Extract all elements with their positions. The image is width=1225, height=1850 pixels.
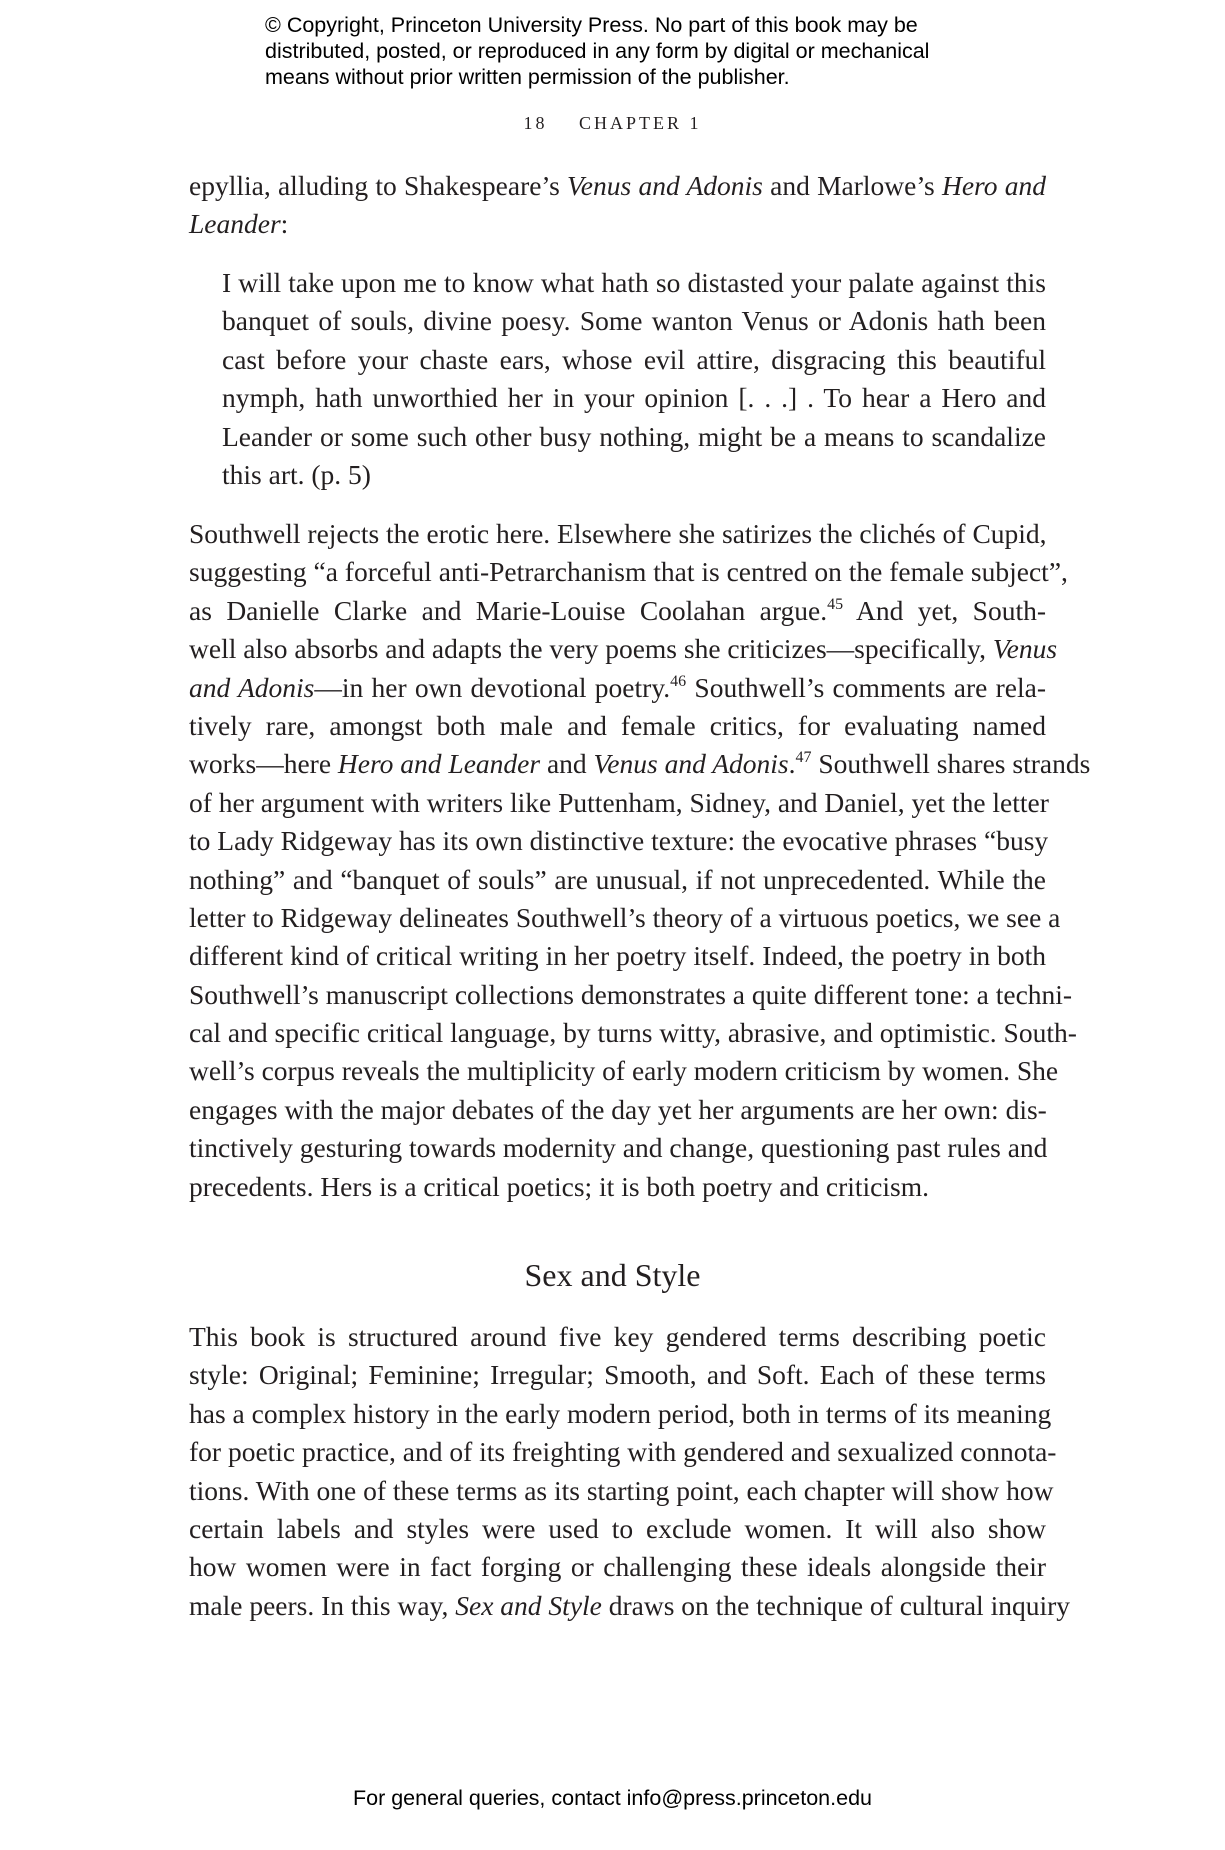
text-line: well also absorbs and adapts the very poems she criticizes—specifically, Venus [189,633,1058,665]
text-line: style: Original; Feminine; Irregular; Smooth, and Soft. Each of these terms [189,1359,1046,1391]
text-line: certain labels and styles were used to exclude women. It will also show [189,1512,1046,1544]
text-line: engages with the major debates of the day yet her arguments are her own: dis- [189,1093,1047,1125]
page-number: 18 [523,113,548,133]
quote-line: Leander or some such other busy nothing, might be a means to scandalize [222,420,1046,452]
footer-contact: For general queries, contact info@press.princeton.edu [352,1786,872,1810]
text-line: precedents. Hers is a critical poetics; it is both poetry and criticism. [189,1170,929,1202]
text-line: This book is structured around five key gendered terms describing poetic [189,1321,1046,1352]
text-line: letter to Ridgeway delineates Southwell’s theory of a virtuous poetics, we see a [189,901,1061,933]
section-heading: Sex and Style [524,1257,701,1293]
text-line: well’s corpus reveals the multiplicity of early modern criticism by women. She [189,1055,1059,1087]
copyright-line: © Copyright, Princeton University Press. No part of this book may be [265,13,918,37]
text-line: and Adonis—in her own devotional poetry.$^{46}$ Southwell’s comments are rela- [189,671,1046,703]
paragraph-intro [189,167,1046,244]
text-line: for poetic practice, and of its freighting with gendered and sexualized connota- [189,1436,1057,1468]
text-line: how women were in fact forging or challenging these ideals alongside their [189,1551,1046,1583]
text-line: male peers. In this way, Sex and Style draws on the technique of cultural inquiry [189,1589,1071,1621]
paragraph-sex-and-style [189,1318,1071,1625]
text-line: works—here Hero and Leander and Venus and Adonis.$^{47}$ Southwell shares strands [189,748,1091,780]
text-line: nothing” and “banquet of souls” are unusual, if not unprecedented. While the [189,863,1046,895]
text-line: tions. With one of these terms as its starting point, each chapter will show how [189,1474,1054,1506]
copyright-line: distributed, posted, or reproduced in any form by digital or mechanical [265,39,930,63]
chapter-label: CHAPTER 1 [578,113,702,133]
text-line: Southwell’s manuscript collections demonstrates a quite different tone: a techni- [189,978,1073,1010]
footnote-marker: 46 [670,672,687,690]
text-line: suggesting “a forceful anti-Petrarchanism that is centred on the female subject”, [189,556,1068,588]
text-line: Leander: [189,208,289,240]
quote-line: this art. (p. 5) [222,458,371,490]
text-line: to Lady Ridgeway has its own distinctive texture: the evocative phrases “busy [189,825,1049,857]
quote-line: I will take upon me to know what hath so distasted your palate against this [222,267,1046,298]
block-quote [222,264,1046,494]
text-line: Southwell rejects the erotic here. Elsewhere she satirizes the clichés of Cupid, [189,518,1047,549]
text-line: of her argument with writers like Puttenham, Sidney, and Daniel, yet the letter [189,786,1049,818]
text-line: cal and specific critical language, by turns witty, abrasive, and optimistic. South- [189,1017,1077,1049]
quote-line: cast before your chaste ears, whose evil attire, disgracing this beautiful [222,343,1046,375]
text-line: tively rare, amongst both male and female critics, for evaluating named [189,709,1046,741]
text-line: as Danielle Clarke and Marie-Louise Coolahan argue.$^{45}$ And yet, South- [189,594,1047,626]
quote-line: nymph, hath unworthied her in your opinion [. . .] . To hear a Hero and [222,382,1046,414]
footnote-marker: 45 [827,595,844,613]
running-head [0,113,1225,134]
copyright-line: means without prior written permission of the publisher. [265,65,790,89]
copyright-notice [265,12,965,90]
text-line: different kind of critical writing in her poetry itself. Indeed, the poetry in both [189,940,1046,972]
text-line: tinctively gesturing towards modernity and change, questioning past rules and [189,1132,1048,1164]
text-line: has a complex history in the early modern period, both in terms of its meaning [189,1397,1052,1429]
quote-line: banquet of souls, divine poesy. Some wanton Venus or Adonis hath been [222,305,1046,337]
text-line: epyllia, alluding to Shakespeare’s Venus and Adonis and Marlowe’s Hero and [189,170,1046,201]
paragraph-southwell [189,515,1091,1206]
footnote-marker: 47 [795,749,812,767]
